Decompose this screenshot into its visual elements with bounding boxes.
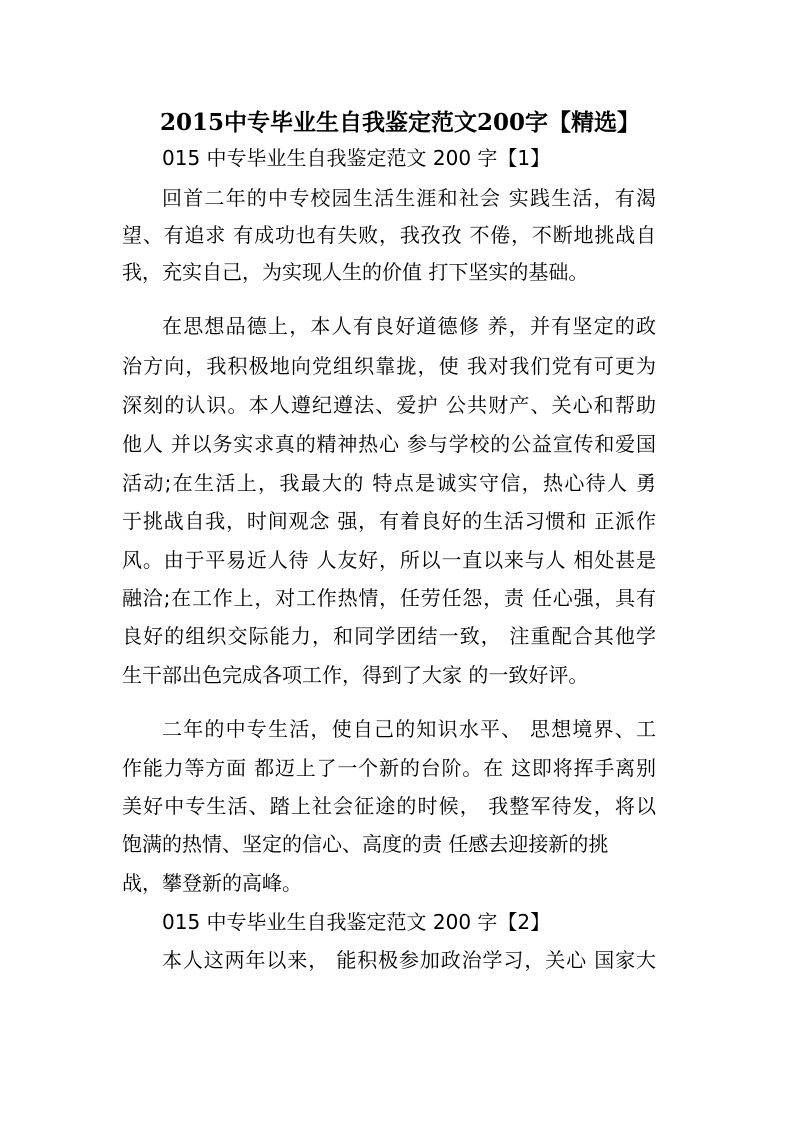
document-title: 2015中专毕业生自我鉴定范文200字【精选】 [160, 109, 641, 136]
text-line: 于挑战自我，时间观念 强，有着良好的生活习惯和 正派作 [122, 509, 656, 533]
text-line: 二年的中专生活，使自己的知识水平、 思想境界、工 [162, 717, 656, 741]
text-line: 生干部出色完成各项工作，得到了大家 的一致好评。 [122, 663, 589, 687]
text-line: 我，充实自己，为实现人生的价值 打下坚实的基础。 [122, 260, 589, 284]
text-line: 战，攀登新的高峰。 [122, 871, 302, 895]
section-heading: 015 中专毕业生自我鉴定范文 200 字【2】 [162, 910, 551, 934]
text-line: 风。由于平易近人待 人友好，所以一直以来与人 相处甚是 [122, 548, 656, 572]
text-line: 回首二年的中专校园生活生涯和社会 实践生活，有渴 [162, 186, 656, 210]
text-line: 融洽;在工作上，对工作热情，任劳任怨，责 任心强，具有 [122, 586, 656, 610]
text-line: 美好中专生活、踏上社会征途的时候， 我整军待发，将以 [122, 794, 656, 818]
text-line: 本人这两年以来， 能积极参加政治学习，关心 国家大 [162, 948, 656, 972]
text-line: 作能力等方面 都迈上了一个新的台阶。在 这即将挥手离别 [122, 756, 656, 780]
text-line: 良好的组织交际能力，和同学团结一致， 注重配合其他学 [122, 624, 656, 648]
text-line: 活动;在生活上，我最大的 特点是诚实守信，热心待人 勇 [122, 471, 656, 495]
text-line: 深刻的认识。本人遵纪遵法、爱护 公共财产、关心和帮助 [122, 393, 656, 417]
text-line: 在思想品德上，本人有良好道德修 养，并有坚定的政 [162, 314, 656, 338]
section-heading: 015 中专毕业生自我鉴定范文 200 字【1】 [162, 146, 551, 170]
text-line: 治方向，我积极地向党组织靠拢，使 我对我们党有可更为 [122, 354, 656, 378]
text-line: 他人 并以务实求真的精神热心 参与学校的公益宣传和爱国 [122, 432, 656, 456]
text-line: 饱满的热情、坚定的信心、高度的责 任感去迎接新的挑 [122, 832, 609, 856]
text-line: 望、有追求 有成功也有失败，我孜孜 不倦，不断地挑战自 [122, 223, 656, 247]
